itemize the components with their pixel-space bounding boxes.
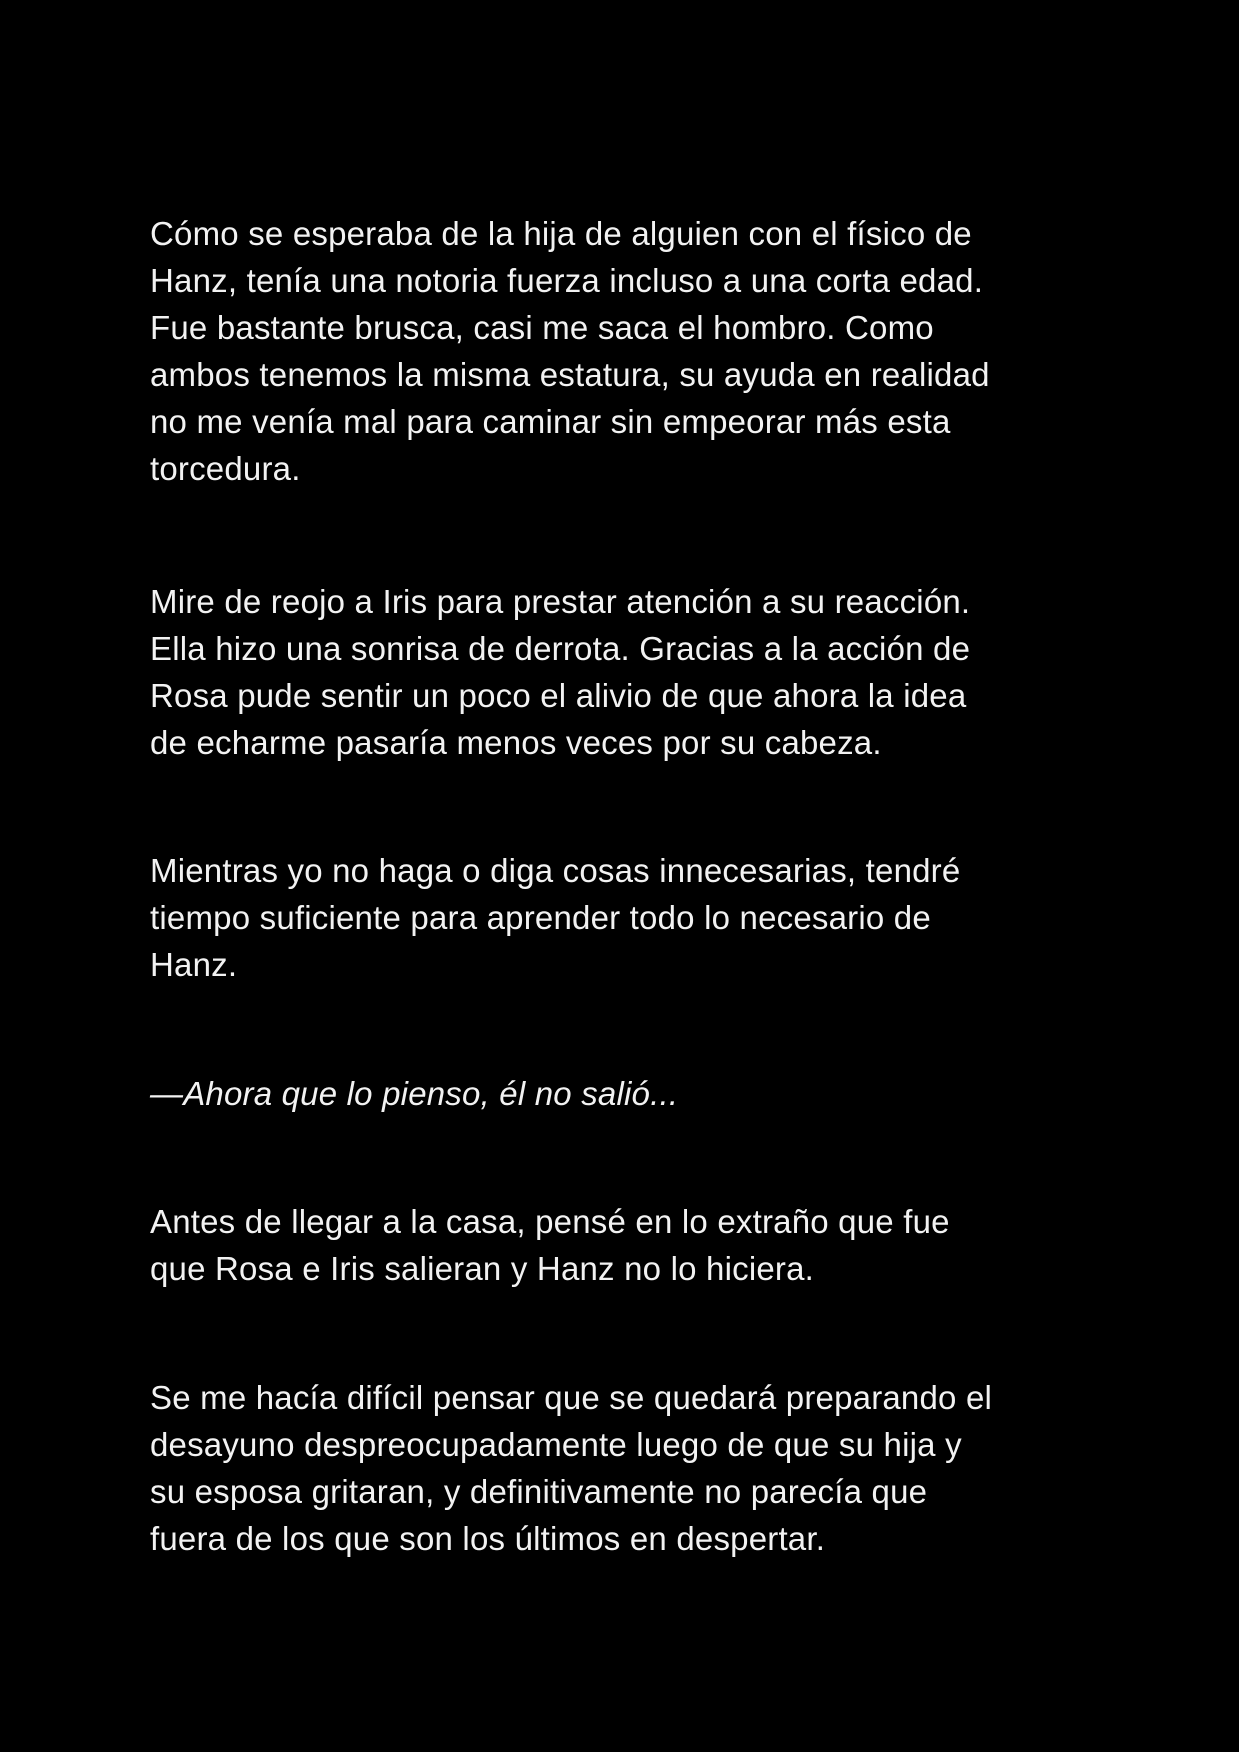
paragraph-2: Mire de reojo a Iris para prestar atención a su reacción. Ella hizo una sonrisa de derrota. Gracias a la acción de Rosa pude sentir un poco el alivio de que ahora la idea de echarme pasaría menos veces por su cabeza.	[150, 583, 971, 761]
dialogue-line: —Ahora que lo pienso, él no salió...	[150, 1075, 679, 1112]
paragraph-3: Mientras yo no haga o diga cosas innecesarias, tendré tiempo suficiente para aprender todo lo necesario de Hanz.	[150, 852, 961, 983]
paragraph-1: Cómo se esperaba de la hija de alguien con el físico de Hanz, tenía una notoria fuerza incluso a una corta edad. Fue bastante brusca, casi me saca el hombro. Como ambos tenemos la misma estatura, su ayuda en realidad no me venía mal para caminar sin empeorar más esta torcedura.	[150, 215, 990, 487]
paragraph-5: Antes de llegar a la casa, pensé en lo extraño que fue que Rosa e Iris salieran y Hanz no lo hiciera.	[150, 1203, 950, 1287]
paragraph-6: Se me hacía difícil pensar que se quedará preparando el desayuno despreocupadamente luego de que su hija y su esposa gritaran, y definitivamente no parecía que fuera de los que son los últimos en despertar.	[150, 1379, 993, 1557]
